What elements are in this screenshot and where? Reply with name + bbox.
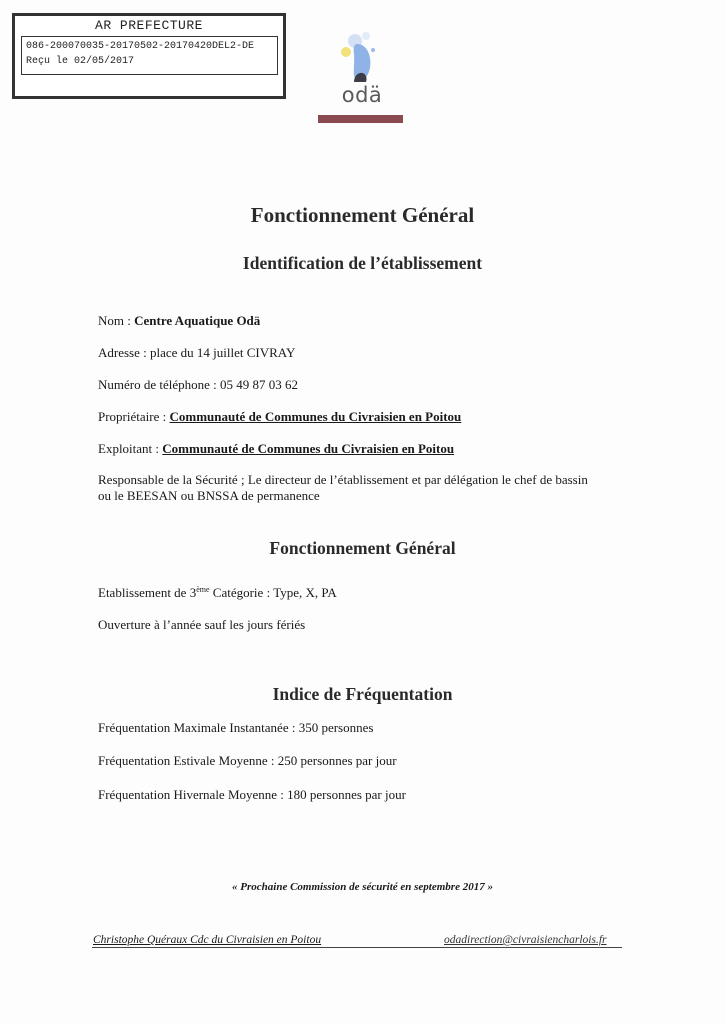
oda-logo [310,28,410,128]
contact-email[interactable]: odadirection@civraisiencharlois.fr [444,934,607,946]
stamp-received-date: Reçu le 02/05/2017 [26,56,135,67]
frequentation-item: Fréquentation Hivernale Moyenne : 180 personnes par jour [98,787,406,802]
signature-divider [92,947,622,948]
exploitant-label: Exploitant : [98,441,163,456]
stamp-title: AR PREFECTURE [95,18,203,33]
ar-prefecture-stamp [12,13,286,99]
frequentation-heading: Indice de Fréquentation [272,684,453,704]
exploitant-line [98,441,454,457]
etablissement-suffix: Catégorie : Type, X, PA [209,585,337,600]
stamp-reference: 086-200070035-20170502-20170420DEL2-DE [26,41,255,52]
responsable-line-2: ou le BEESAN ou BNSSA de permanence [98,488,320,503]
stamp-details [21,36,278,75]
identification-heading: Identification de l’établissement [242,253,483,273]
nom-line [98,313,260,329]
telephone-line: Numéro de téléphone : 05 49 87 03 62 [98,377,299,392]
commission-note: « Prochaine Commission de sécurité en septembre 2017 » [232,881,493,893]
proprietaire-line [98,409,461,425]
proprietaire-value: Communauté de Communes du Civraisien en Poitou [169,409,462,424]
frequentation-item: Fréquentation Estivale Moyenne : 250 personnes par jour [98,753,397,768]
logo-band [318,115,403,123]
logo-bubbles-icon [310,28,410,88]
etablissement-prefix: Etablissement de 3 [98,585,197,600]
logo-wordmark: odä [341,83,383,107]
exploitant-value: Communauté de Communes du Civraisien en Poitou [162,441,455,456]
fonctionnement-heading: Fonctionnement Général [269,538,456,558]
etablissement-sup: ème [196,585,210,594]
proprietaire-label: Propriétaire : [98,409,170,424]
adresse-line: Adresse : place du 14 juillet CIVRAY [98,345,296,360]
nom-label: Nom : [98,313,135,328]
nom-value: Centre Aquatique Odä [134,313,261,328]
page-title: Fonctionnement Général [250,203,475,227]
responsable-line-1: Responsable de la Sécurité ; Le directeur de l’établissement et par délégation le chef de bassin [98,472,588,487]
frequentation-item: Fréquentation Maximale Instantanée : 350 personnes [98,720,374,735]
etablissement-line [98,585,337,601]
ouverture-line: Ouverture à l’année sauf les jours fériés [98,617,306,632]
signature-text: Christophe Quéraux Cdc du Civraisien en Poitou [93,934,322,946]
